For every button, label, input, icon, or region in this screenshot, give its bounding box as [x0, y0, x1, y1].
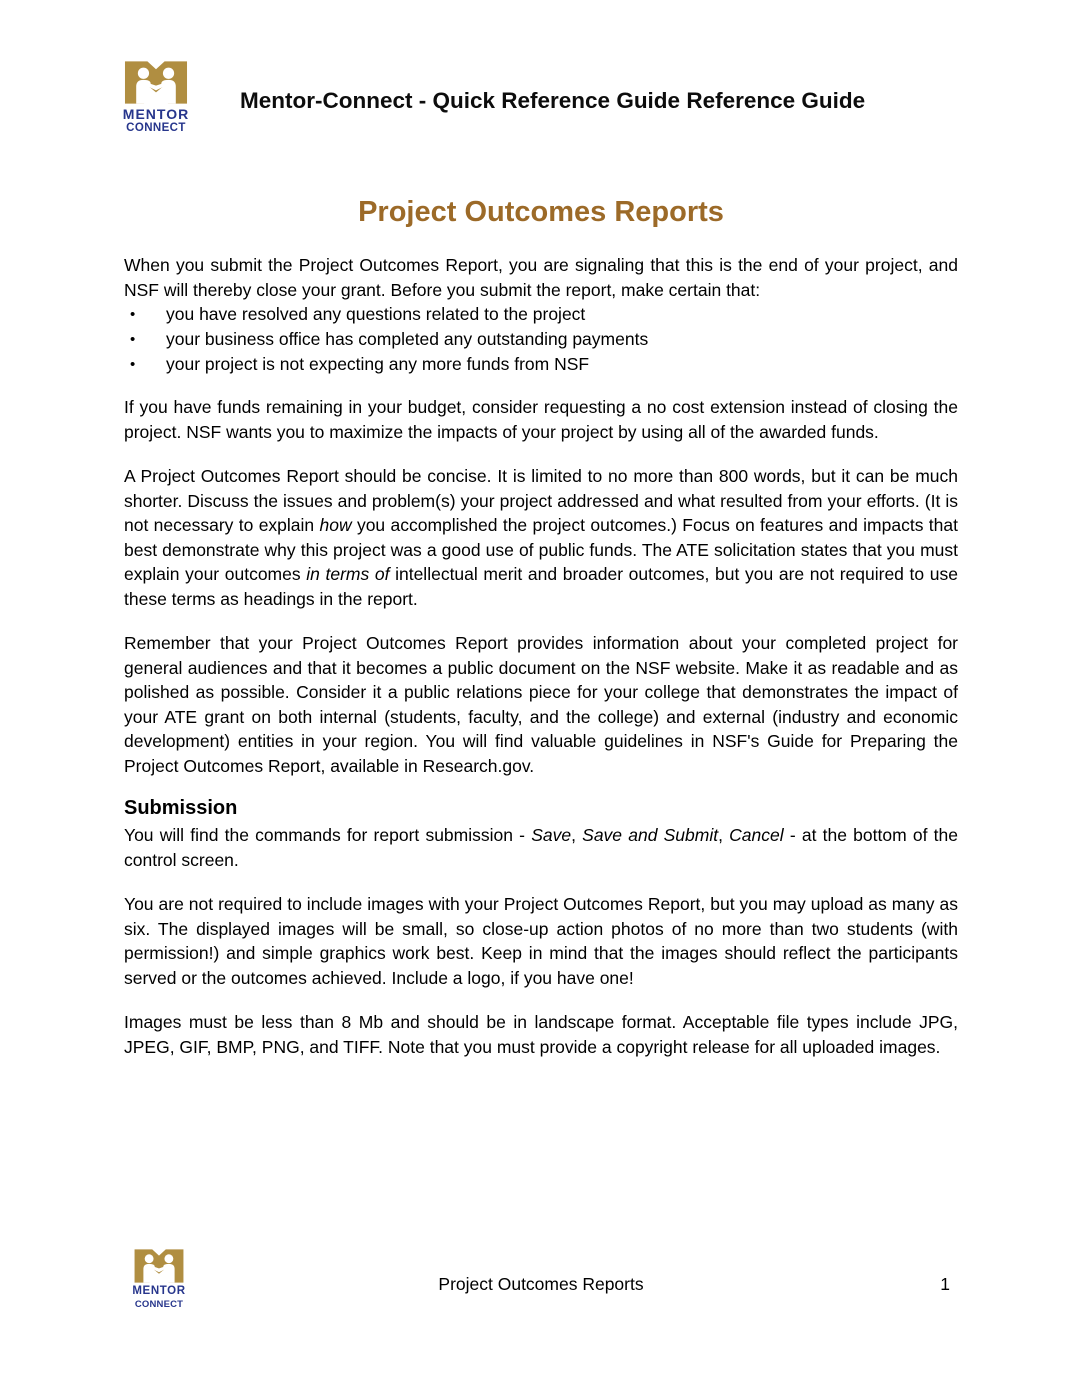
submission-heading: Submission: [124, 797, 238, 819]
pre-submission-checklist: [124, 302, 958, 377]
footer-title: Project Outcomes Reports: [438, 1274, 644, 1294]
mentor-connect-m-icon: [123, 60, 189, 105]
checklist-item: • your project is not expecting any more funds from NSF: [124, 352, 958, 377]
document-footer: [124, 1244, 958, 1324]
public-document-paragraph: Remember that your Project Outcomes Report provides information about your completed project for general audiences and that it becomes a public document on the NSF website. Make it as readable and as polished as possible. Consider it a public relations piece for your college that demonstrates the impact of your ATE grant on both internal (students, faculty, and the college) and external (industry and economic development) entities in your region. You will find valuable guidelines in NSF's Guide for Preparing the Project Outcomes Report, available in Research.gov.: [124, 633, 958, 776]
document-header: [0, 0, 1082, 150]
report-concise-paragraph: A Project Outcomes Report should be concise. It is limited to no more than 800 words, but it can be much shorter. Discuss the issues and problem(s) your project addressed and what resulted from your efforts. (It is not necessary to explain how you accomplished the project outcomes.) Focus on features and impacts that best demonstrate why this project was a good use of public funds. The ATE solicitation states that you must explain your outcomes in terms of intellectual merit and broader outcomes, but you are not required to use these terms as headings in the report.: [124, 466, 958, 609]
header-title: Mentor-Connect - Quick Reference Guide Reference Guide: [240, 88, 866, 113]
footer-logo-text-mentor: MENTOR: [132, 1285, 186, 1297]
footer-logo-text-connect: CONNECT: [134, 1298, 184, 1310]
no-cost-extension-paragraph: If you have funds remaining in your budget, consider requesting a no cost extension instead of closing the project. NSF wants you to maximize the impacts of your project by using all of the awarded funds.: [124, 397, 958, 442]
mentor-connect-logo: [116, 60, 196, 135]
images-guidance-paragraph: You are not required to include images with your Project Outcomes Report, but you may upload as many as six. The displayed images will be small, so close-up action photos of no more than two students (with permission!) and simple graphics work best. Keep in mind that the images should reflect the participants served or the outcomes achieved. Include a logo, if you have one!: [124, 894, 958, 988]
page-title: Project Outcomes Reports: [358, 196, 724, 228]
document-body: [124, 194, 958, 1059]
logo-text-mentor: MENTOR: [122, 106, 190, 122]
submission-commands-paragraph: You will find the commands for report submission - Save, Save and Submit, Cancel - at the bottom of the control screen.: [124, 825, 958, 870]
intro-paragraph: When you submit the Project Outcomes Report, you are signaling that this is the end of your project, and NSF will thereby close your grant. Before you submit the report, make certain that:: [124, 255, 958, 300]
logo-text-connect: CONNECT: [126, 122, 186, 134]
file-types-paragraph: Images must be less than 8 Mb and should be in landscape format. Acceptable file types include JPG, JPEG, GIF, BMP, PNG, and TIFF. Note that you must provide a copyright release for all uploaded images.: [124, 1012, 958, 1057]
checklist-item: • you have resolved any questions related to the project: [124, 302, 958, 327]
page-number: 1: [940, 1274, 950, 1294]
checklist-item: • your business office has completed any outstanding payments: [124, 327, 958, 352]
